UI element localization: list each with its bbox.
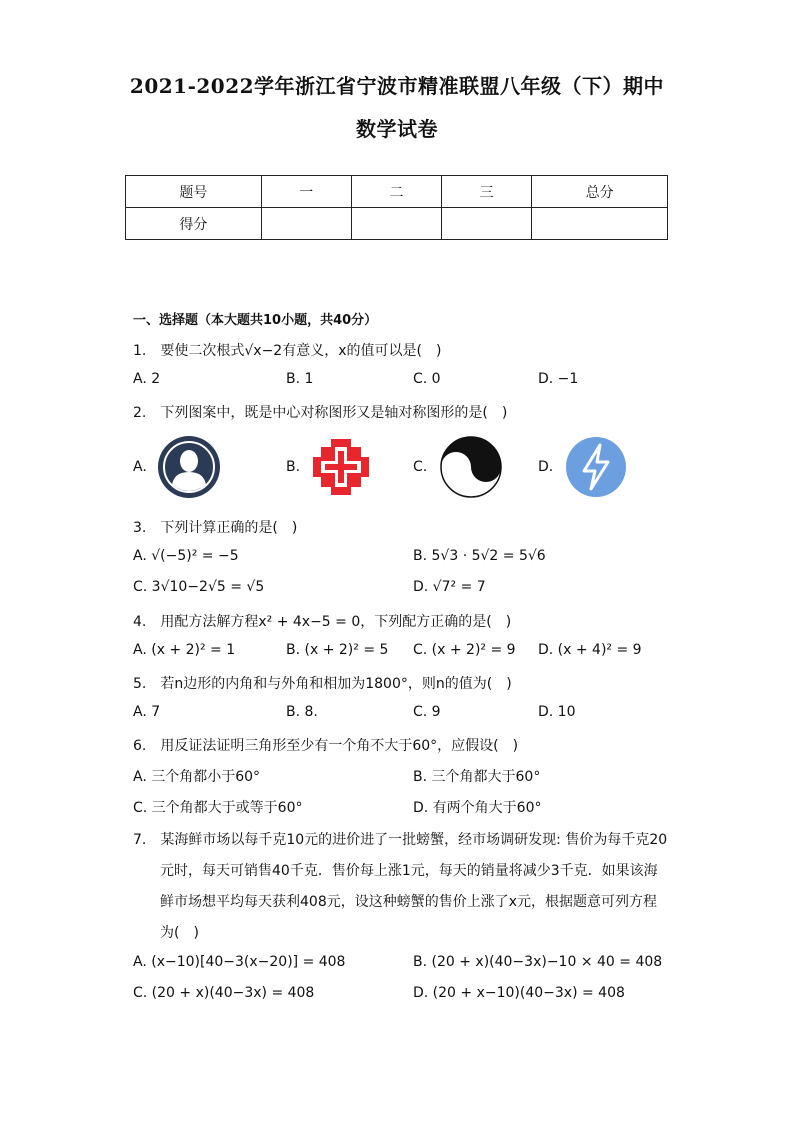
q2-option-b: B.: [286, 459, 301, 475]
q6-option-d: D. 有两个角大于60°: [413, 800, 542, 816]
q3-option-b: B. 5√3 · 5√2 = 5√6: [413, 548, 546, 564]
q1-option-d: D. −1: [538, 371, 579, 387]
q7-option-d: D. (20 + x−10)(40−3x) = 408: [413, 985, 625, 1001]
q5-option-b: B. 8.: [286, 704, 318, 720]
score-empty-cell: [261, 208, 351, 240]
q3-option-d: D. √7² = 7: [413, 579, 486, 595]
q3-option-c: C. 3√10−2√5 = √5: [133, 579, 265, 595]
score-header-cell: 三: [442, 176, 532, 208]
q4-option-b: B. (x + 2)² = 5: [286, 642, 389, 658]
person-silhouette-icon: [157, 435, 221, 499]
question-5-stem: 5. 若n边形的内角和与外角和相加为1800°，则n的值为( ): [133, 676, 512, 692]
q7-option-b: B. (20 + x)(40−3x)−10 × 40 = 408: [413, 954, 663, 970]
question-1-stem: 1. 要使二次根式√x−2有意义，x的值可以是( ): [133, 343, 442, 359]
score-table: [125, 175, 668, 240]
question-2-stem: 2. 下列图案中，既是中心对称图形又是轴对称图形的是( ): [133, 405, 508, 421]
q4-option-a: A. (x + 2)² = 1: [133, 642, 236, 658]
question-4-stem: 4. 用配方法解方程x² + 4x−5 = 0，下列配方正确的是( ): [133, 614, 512, 630]
q3-option-a: A. √(−5)² = −5: [133, 548, 239, 564]
score-header-cell: 总分: [532, 176, 668, 208]
score-header-cell: 二: [351, 176, 441, 208]
question-7-stem-line2: 元时，每天可销售40千克．售价每上涨1元，每天的销量将减少3千克．如果该海: [160, 863, 658, 879]
score-empty-cell: [532, 208, 668, 240]
score-table-header-row: [126, 176, 668, 208]
q1-option-c: C. 0: [413, 371, 441, 387]
score-empty-cell: [442, 208, 532, 240]
exam-title-line2: 数学试卷: [356, 117, 438, 141]
yin-yang-icon: [439, 435, 503, 499]
q7-option-c: C. (20 + x)(40−3x) = 408: [133, 985, 315, 1001]
question-7-stem-line3: 鲜市场想平均每天获利408元，设这种螃蟹的售价上涨了x元，根据题意可列方程: [160, 894, 658, 910]
question-6-stem: 6. 用反证法证明三角形至少有一个角不大于60°，应假设( ): [133, 738, 519, 754]
q4-option-c: C. (x + 2)² = 9: [413, 642, 516, 658]
score-row-label: 得分: [126, 208, 262, 240]
exam-title-line1: 2021-2022学年浙江省宁波市精准联盟八年级（下）期中: [129, 74, 665, 98]
q2-option-a: A.: [133, 459, 147, 475]
q5-option-a: A. 7: [133, 704, 161, 720]
q6-option-c: C. 三个角都大于或等于60°: [133, 800, 303, 816]
score-empty-cell: [351, 208, 441, 240]
section-heading: 一、选择题（本大题共10小题，共40分）: [133, 313, 378, 328]
q1-option-b: B. 1: [286, 371, 314, 387]
q6-option-a: A. 三个角都小于60°: [133, 769, 261, 785]
lightning-bolt-icon: [564, 435, 628, 499]
q5-option-d: D. 10: [538, 704, 576, 720]
question-3-stem: 3. 下列计算正确的是( ): [133, 520, 298, 536]
red-cross-icon: [309, 435, 373, 499]
q2-option-c: C.: [413, 459, 428, 475]
q2-option-d: D.: [538, 459, 554, 475]
score-header-cell: 一: [261, 176, 351, 208]
question-7-stem-line4: 为( ): [160, 925, 199, 941]
q5-option-c: C. 9: [413, 704, 441, 720]
score-header-cell: 题号: [126, 176, 262, 208]
q6-option-b: B. 三个角都大于60°: [413, 769, 541, 785]
q1-option-a: A. 2: [133, 371, 161, 387]
q4-option-d: D. (x + 4)² = 9: [538, 642, 642, 658]
question-7-stem-line1: 7. 某海鲜市场以每千克10元的进价进了一批螃蟹，经市场调研发现: 售价为每千克20: [133, 832, 668, 848]
score-table-score-row: [126, 208, 668, 240]
q7-option-a: A. (x−10)[40−3(x−20)] = 408: [133, 954, 346, 970]
